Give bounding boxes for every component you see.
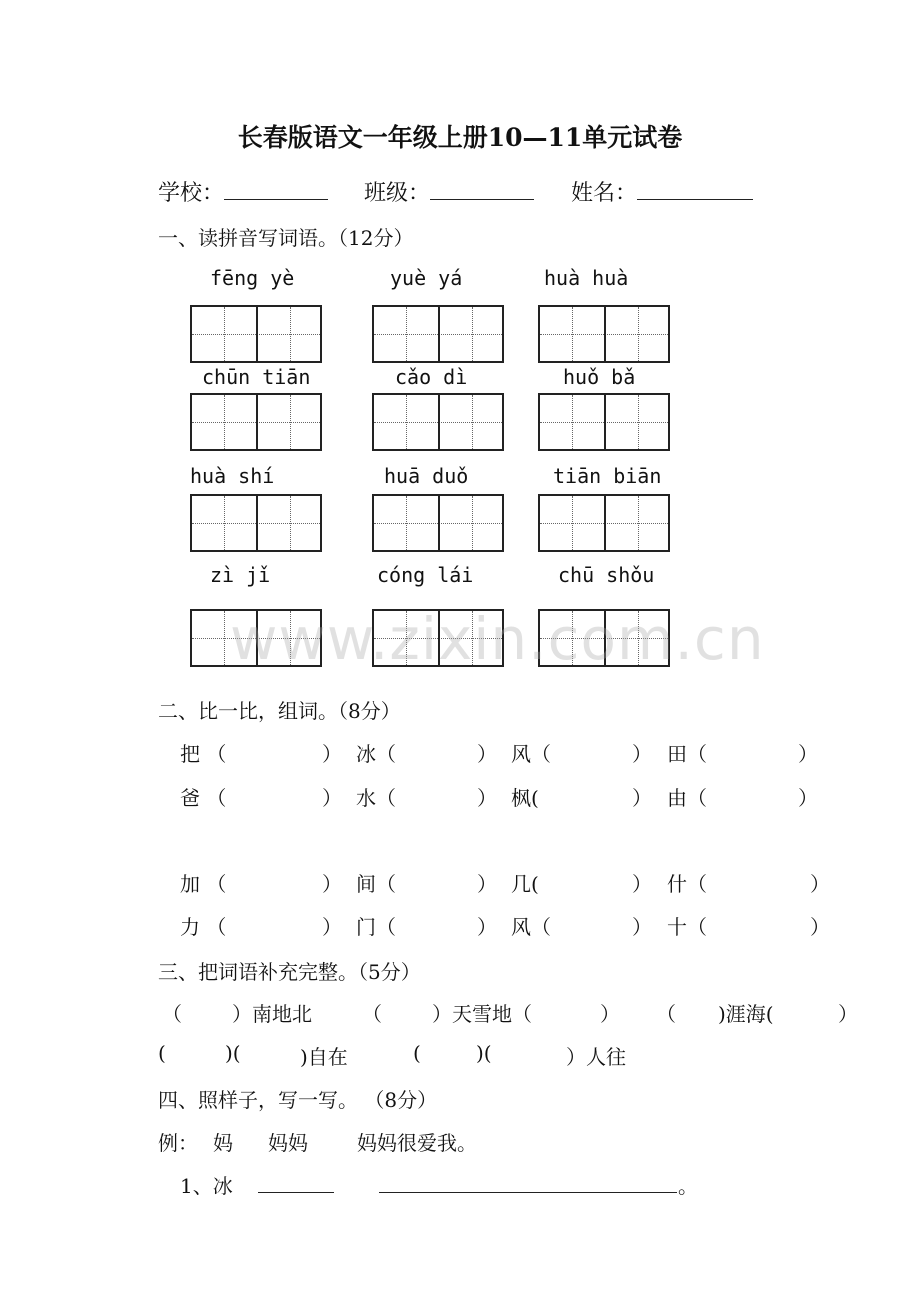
pinyin-label: huā duǒ (384, 464, 469, 488)
compare-close: ） (798, 742, 818, 766)
compare-item: 爸 （ (180, 786, 227, 810)
school-blank[interactable] (224, 177, 328, 200)
compare-item: 加 （ (180, 872, 227, 896)
pinyin-label: huà shí (190, 464, 275, 488)
example-label: 例： (158, 1131, 198, 1155)
compare-close: ） (322, 742, 342, 766)
compare-close: ） (810, 915, 830, 939)
section1-heading: 一、读拼音写词语。（12分） (158, 226, 414, 250)
writing-grid[interactable] (538, 393, 670, 451)
compare-close: ） (810, 872, 830, 896)
pinyin-label: cóng lái (377, 563, 474, 587)
item1-end: 。 (678, 1174, 698, 1198)
pinyin-label: huǒ bǎ (563, 365, 636, 389)
compare-close: ） (322, 915, 342, 939)
pinyin-label: cǎo dì (395, 365, 468, 389)
pinyin-label: zì jǐ (210, 563, 271, 587)
pinyin-label: huà huà (544, 266, 629, 290)
idiom-part: （ (656, 1002, 676, 1026)
writing-grid[interactable] (190, 393, 322, 451)
compare-close: ） (477, 915, 497, 939)
item1-sentence-blank[interactable] (379, 1192, 677, 1193)
writing-grid[interactable] (372, 494, 504, 552)
compare-item: 冰（ (356, 742, 396, 766)
compare-close: ） (632, 915, 652, 939)
compare-item: 田（ (667, 742, 707, 766)
writing-grid[interactable] (190, 494, 322, 552)
idiom-part: ）天雪地（ (432, 1002, 532, 1026)
idiom-part: ( (158, 1041, 166, 1065)
compare-close: ） (477, 872, 497, 896)
idiom-part: )自在 (300, 1045, 348, 1069)
compare-item: 水（ (356, 786, 396, 810)
item1-word-blank[interactable] (258, 1192, 334, 1193)
compare-item: 把 （ (180, 742, 227, 766)
writing-grid[interactable] (538, 305, 670, 363)
compare-item: 风（ (511, 742, 551, 766)
section3-heading: 三、把词语补充完整。（5分） (158, 960, 421, 984)
class-label: 班级： (364, 181, 431, 206)
compare-item: 风（ (511, 915, 551, 939)
idiom-part: （ (362, 1002, 382, 1026)
compare-close: ） (477, 742, 497, 766)
idiom-part: )( (476, 1041, 492, 1065)
name-blank[interactable] (637, 177, 753, 200)
name-field (571, 176, 753, 207)
compare-item: 间（ (356, 872, 396, 896)
example-word: 妈 (213, 1131, 233, 1155)
compare-item: 什（ (667, 872, 707, 896)
idiom-part: ）南地北 (232, 1002, 312, 1026)
compare-item: 枫( (511, 786, 539, 810)
compare-close: ） (798, 786, 818, 810)
compare-close: ） (632, 742, 652, 766)
section4-heading: 四、照样子，写一写。 （8分） (158, 1088, 438, 1112)
class-field (364, 176, 534, 207)
compare-close: ） (322, 872, 342, 896)
writing-grid[interactable] (372, 305, 504, 363)
pinyin-label: yuè yá (390, 266, 463, 290)
compare-item: 十（ (667, 915, 707, 939)
section2-heading: 二、比一比，组词。（8分） (158, 699, 401, 723)
writing-grid[interactable] (538, 494, 670, 552)
example-sentence: 妈妈很爱我。 (357, 1131, 477, 1155)
pinyin-label: tiān biān (553, 464, 662, 488)
compare-item: 由（ (667, 786, 707, 810)
school-label: 学校： (158, 181, 225, 206)
compare-item: 几( (511, 872, 539, 896)
pinyin-label: chū shǒu (558, 563, 655, 587)
idiom-part: ） (838, 1002, 858, 1026)
class-blank[interactable] (430, 177, 534, 200)
writing-grid[interactable] (372, 393, 504, 451)
idiom-part: （ (162, 1002, 182, 1026)
pinyin-label: fēng yè (210, 266, 295, 290)
idiom-part: ( (413, 1041, 421, 1065)
compare-close: ） (322, 786, 342, 810)
compare-close: ） (632, 872, 652, 896)
idiom-part: ） (600, 1002, 620, 1026)
pinyin-label: chūn tiān (202, 365, 311, 389)
item1-label: 1、冰 (180, 1174, 233, 1198)
idiom-part: )涯海( (718, 1002, 774, 1026)
compare-item: 力 （ (180, 915, 227, 939)
example-word: 妈妈 (268, 1131, 308, 1155)
name-label: 姓名： (571, 181, 638, 206)
school-field (158, 176, 328, 207)
idiom-part: ）人往 (566, 1045, 626, 1069)
compare-close: ） (477, 786, 497, 810)
page-title: 长春版语文一年级上册10—11单元试卷 (237, 123, 683, 152)
watermark: www.zixin.com.cn (230, 605, 765, 673)
writing-grid[interactable] (190, 305, 322, 363)
idiom-part: )( (225, 1041, 241, 1065)
compare-item: 门（ (356, 915, 396, 939)
compare-close: ） (632, 786, 652, 810)
